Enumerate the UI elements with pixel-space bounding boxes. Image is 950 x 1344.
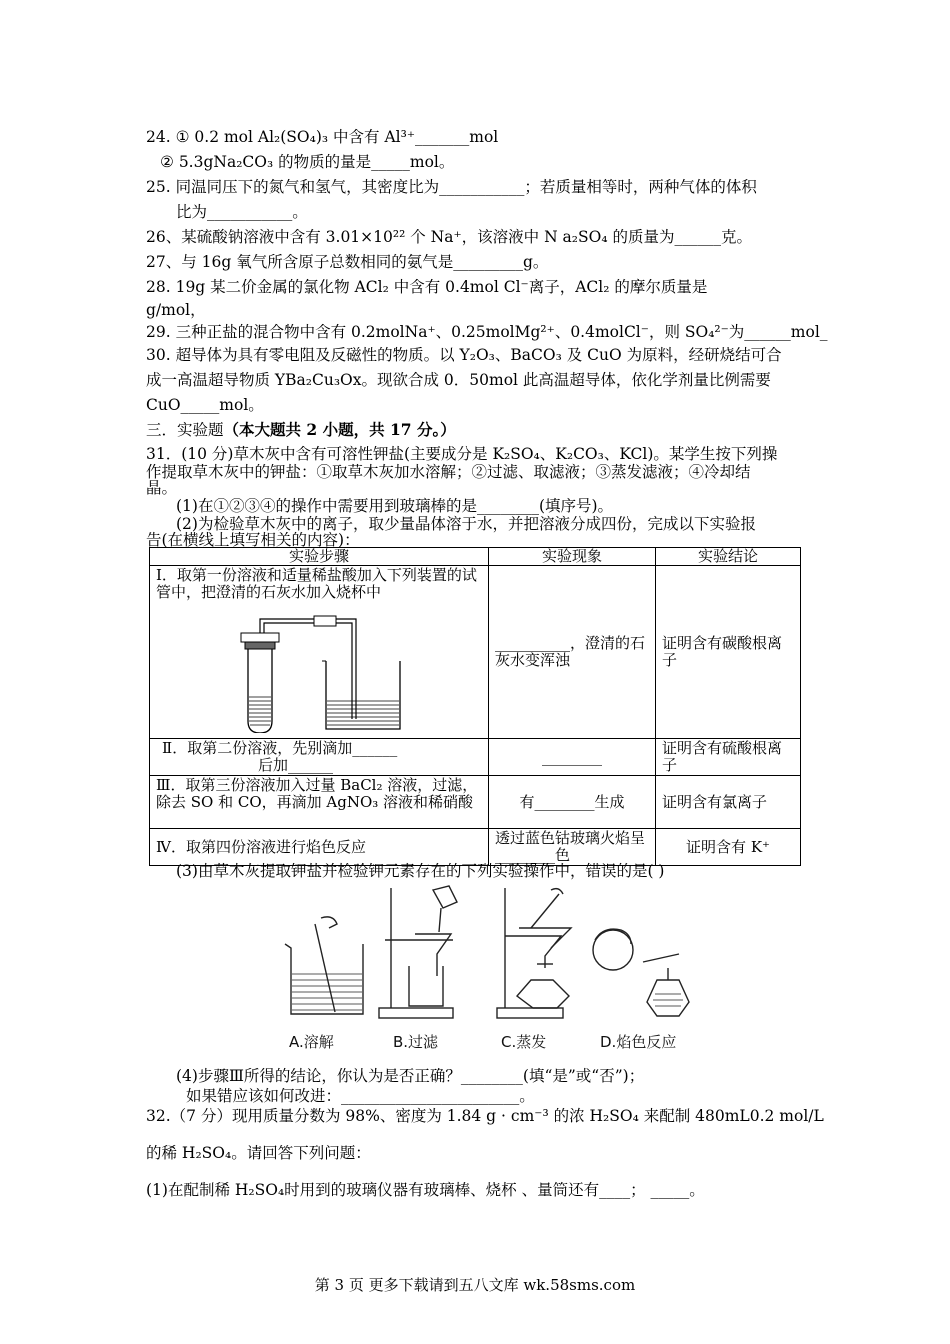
figure-label-b: B.过滤 — [393, 1033, 439, 1051]
figure-label-d: D.焰色反应 — [600, 1033, 677, 1051]
table-cell: 证明含有碳酸根离子 — [656, 566, 801, 739]
q24-line2: ② 5.3gNa₂CO₃ 的物质的量是_____mol。 — [160, 153, 455, 171]
q31-part3: (3)由草木灰提取钾盐并检验钾元素存在的下列实验操作中，错误的是( ) — [176, 862, 665, 880]
q32-part1: (1)在配制稀 H₂SO₄时用到的玻璃仪器有玻璃棒、烧杯 、量筒还有____； _____。 — [146, 1181, 705, 1199]
q26-line: 26、某硫酸钠溶液中含有 3.01×10²² 个 Na⁺，该溶液中 N a₂SO₄ 的质量为______克。 — [146, 228, 752, 246]
lab-operations-figure — [275, 884, 715, 1054]
q30-line3: CuO_____mol。 — [146, 396, 264, 414]
table-header: 实验步骤 — [150, 548, 489, 566]
q32-line1: 32.（7 分）现用质量分数为 98%、密度为 1.84 g · cm⁻³ 的浓 H₂SO₄ 来配制 480mL0.2 mol/L — [146, 1107, 824, 1125]
flame-test-illustration — [593, 929, 689, 1016]
table-cell — [150, 739, 489, 776]
q31-part4-line2: 如果错应该如何改进：_______________________。 — [186, 1087, 535, 1105]
q31-line3: 晶。 — [146, 479, 178, 497]
q29-line: 29. 三种正盐的混合物中含有 0.2molNa⁺、0.25molMg²⁺、0.4molCl⁻，则 SO₄²⁻为______mol_ — [146, 323, 828, 341]
q28-line2: g/mol， — [146, 301, 206, 319]
q31-line1: 31．(10 分)草木灰中含有可溶性钾盐(主要成分是 K₂SO₄、K₂CO₃、KCl)。某学生按下列操 — [146, 445, 778, 463]
q25-line1: 25. 同温同压下的氮气和氢气，其密度比为___________；若质量相等时，两种气体的体积 — [146, 178, 757, 196]
q31-part2-line1: (2)为检验草木灰中的离子，取少量晶体溶于水，并把溶液分成四份，完成以下实验报 — [176, 515, 756, 533]
table-header: 实验结论 — [656, 548, 801, 566]
q30-line1: 30. 超导体为具有零电阻及反磁性的物质。以 Y₂O₃、BaCO₃ 及 CuO 为原料，经研烧结可合 — [146, 346, 782, 364]
table-header: 实验现象 — [489, 548, 656, 566]
table-cell: __________，澄清的石灰水变浑浊 — [489, 566, 656, 739]
table-cell: 证明含有硫酸根离子 — [656, 739, 801, 776]
q31-part2-line2: 告(在横线上填写相关的内容)： — [146, 531, 360, 549]
q24-line1: 24. ① 0.2 mol Al₂(SO₄)₃ 中含有 Al³⁺_______mol — [146, 128, 499, 146]
filtration-illustration — [379, 886, 457, 1018]
section3-heading — [146, 420, 456, 440]
evaporation-illustration — [497, 888, 571, 1018]
page-footer: 第 3 页 更多下载请到五八文库 wk.58sms.com — [314, 1276, 636, 1294]
figure-label-a: A.溶解 — [289, 1033, 334, 1051]
dissolve-illustration — [285, 917, 363, 1014]
co2-test-apparatus — [156, 601, 456, 733]
table-cell: 透过蓝色钴玻璃火焰呈________色 — [489, 829, 656, 866]
table-cell: 证明含有氯离子 — [656, 776, 801, 829]
experiment-table — [149, 547, 801, 866]
q31-line2: 作提取草木灰中的钾盐：①取草木灰加水溶解；②过滤、取滤液；③蒸发滤液；④冷却结 — [146, 463, 751, 481]
q30-line2: 成一高温超导物质 YBa₂Cu₃Ox。现欲合成 0．50mol 此高温超导体，依化学剂量比例需要 — [146, 371, 771, 389]
q31-part4-line1: (4)步骤Ⅲ所得的结论，你认为是否正确？________(填“是”或“否”)； — [176, 1067, 645, 1085]
table-cell: Ⅳ．取第四份溶液进行焰色反应 — [150, 829, 489, 866]
step2-text-b: 后加______ — [258, 756, 334, 774]
q25-line2: 比为___________。 — [176, 203, 308, 221]
table-cell: 有________生成 — [489, 776, 656, 829]
table-cell: Ⅲ．取第三份溶液加入过量 BaCl₂ 溶液，过滤，除去 SO 和 CO，再滴加 AgNO₃ 溶液和稀硝酸 — [150, 776, 489, 829]
section3-note: （本大题共 2 小题，共 17 分。） — [223, 420, 456, 439]
step1-text: Ⅰ．取第一份溶液和适量稀盐酸加入下列装置的试管中，把澄清的石灰水加入烧杯中 — [156, 566, 477, 601]
q28-line1: 28. 19g 某二价金属的氯化物 ACl₂ 中含有 0.4mol Cl⁻离子，ACl₂ 的摩尔质量是 — [146, 278, 708, 296]
section3-title: 三．实验题 — [146, 421, 224, 439]
q31-part1: (1)在①②③④的操作中需要用到玻璃棒的是________(填序号)。 — [176, 497, 614, 515]
table-cell: 证明含有 K⁺ — [656, 829, 801, 866]
table-cell: ________ — [489, 739, 656, 776]
figure-label-c: C.蒸发 — [501, 1033, 547, 1051]
q27-line: 27、与 16g 氧气所含原子总数相同的氨气是_________g。 — [146, 253, 549, 271]
step2-text-a: Ⅱ．取第二份溶液，先别滴加______ — [162, 739, 398, 757]
table-cell — [150, 566, 489, 739]
q32-line2: 的稀 H₂SO₄。请回答下列问题： — [146, 1144, 371, 1162]
